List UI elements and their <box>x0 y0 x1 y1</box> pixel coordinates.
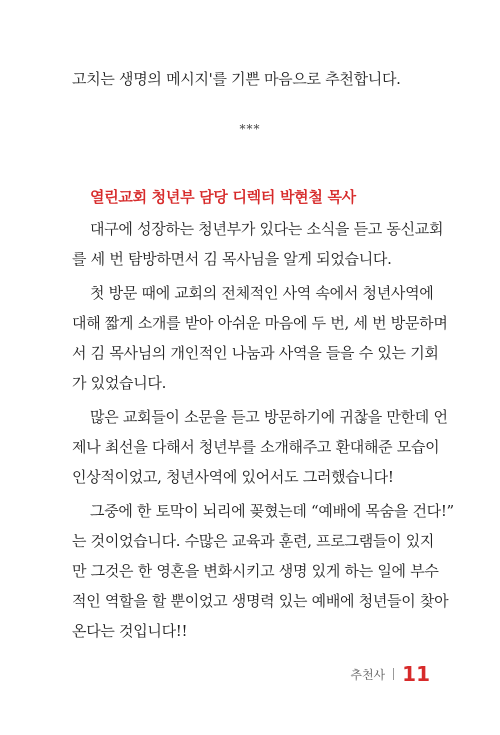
page-number: 11 <box>402 662 430 686</box>
footer-section-label: 추천사 <box>350 667 386 682</box>
paragraph-line: 는 것이었습니다. 수많은 교육과 훈련, 프로그램들이 있지 <box>72 532 435 550</box>
paragraph-line: 많은 교회들이 소문을 듣고 방문하기에 귀찮을 만한데 언 <box>90 408 448 426</box>
paragraph-line: 온다는 것입니다!! <box>72 622 188 640</box>
paragraph-line: 대해 짧게 소개를 받아 아쉬운 마음에 두 번, 세 번 방문하며 <box>72 314 448 332</box>
paragraph-line: 첫 방문 때에 교회의 전체적인 사역 속에서 청년사역에 <box>90 284 434 302</box>
paragraph-line: 만 그것은 한 영혼을 변화시키고 생명 있게 하는 일에 부수 <box>72 562 439 580</box>
paragraph-line: 가 있었습니다. <box>72 374 167 392</box>
footer-divider <box>393 668 394 680</box>
section-separator: *** <box>239 122 261 136</box>
paragraph-line: 를 세 번 탐방하면서 김 목사님을 알게 되었습니다. <box>72 250 392 268</box>
opening-line: 고치는 생명의 메시지'를 기쁜 마음으로 추천합니다. <box>72 70 401 88</box>
section-heading: 열린교회 청년부 담당 디렉터 박현철 목사 <box>90 188 356 206</box>
paragraph-line: 제나 최선을 다해서 청년부를 소개해주고 환대해준 모습이 <box>72 438 440 456</box>
paragraph-line: 대구에 성장하는 청년부가 있다는 소식을 듣고 동신교회 <box>90 220 444 238</box>
paragraph-line: 그중에 한 토막이 뇌리에 꽂혔는데 “예배에 목숨을 건다!” <box>90 502 454 520</box>
paragraph-line: 서 김 목사님의 개인적인 나눔과 사역을 들을 수 있는 기회 <box>72 344 439 362</box>
paragraph-line: 인상적이었고, 청년사역에 있어서도 그러했습니다! <box>72 468 394 486</box>
paragraph-line: 적인 역할을 할 뿐이었고 생명력 있는 예배에 청년들이 찾아 <box>72 592 449 610</box>
page-footer <box>350 662 430 686</box>
